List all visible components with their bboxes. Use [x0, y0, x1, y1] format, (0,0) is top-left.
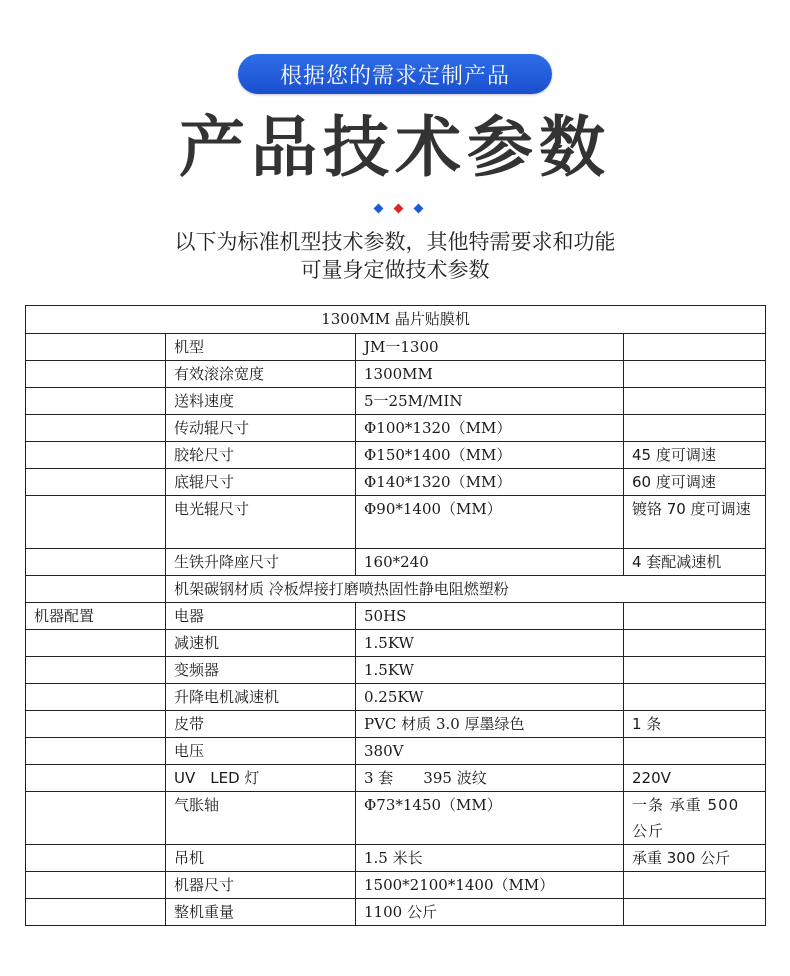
param-name: 皮带 [166, 711, 356, 738]
param-value: 380V [356, 738, 624, 765]
section-cell [26, 845, 166, 872]
param-value: PVC 材质 3.0 厚墨绿色 [356, 711, 624, 738]
table-row [26, 415, 766, 442]
param-note [624, 684, 766, 711]
table-row [26, 792, 766, 845]
param-name: 电器 [166, 603, 356, 630]
subtitle-line: 以下为标准机型技术参数，其他特需要求和功能 [174, 230, 616, 254]
table-row [26, 899, 766, 926]
param-value: 1.5KW [356, 630, 624, 657]
section-cell [26, 738, 166, 765]
section-label: 机器配置 [26, 603, 166, 630]
param-name: 胶轮尺寸 [166, 442, 356, 469]
section-cell [26, 388, 166, 415]
param-value: 5一25M/MIN [356, 388, 624, 415]
param-note [624, 630, 766, 657]
param-name: 电压 [166, 738, 356, 765]
section-cell [26, 334, 166, 361]
table-row [26, 469, 766, 496]
param-note: 220V [624, 765, 766, 792]
param-value: 1500*2100*1400（MM） [356, 872, 624, 899]
diamond-icon [394, 204, 404, 214]
param-note: 45 度可调速 [624, 442, 766, 469]
section-cell [26, 576, 166, 603]
diamond-icon [374, 204, 384, 214]
section-cell [26, 415, 166, 442]
section-cell [26, 792, 166, 845]
param-value: Φ90*1400（MM） [356, 496, 624, 549]
table-row [26, 765, 766, 792]
param-note: 承重 300 公斤 [624, 845, 766, 872]
param-name: 生铁升降座尺寸 [166, 549, 356, 576]
table-title: 1300MM 晶片贴膜机 [26, 306, 766, 334]
param-name: 传动辊尺寸 [166, 415, 356, 442]
param-note [624, 388, 766, 415]
param-value: 1.5KW [356, 657, 624, 684]
param-note [624, 899, 766, 926]
param-note: 镀铬 70 度可调速 [624, 496, 766, 549]
decorative-dots [371, 203, 425, 215]
param-name: 送料速度 [166, 388, 356, 415]
diamond-icon [414, 204, 424, 214]
table-row [26, 738, 766, 765]
table-row [26, 630, 766, 657]
param-name: 吊机 [166, 845, 356, 872]
table-row [26, 334, 766, 361]
param-name: 机型 [166, 334, 356, 361]
table-row [26, 549, 766, 576]
section-cell [26, 899, 166, 926]
param-value: 1100 公斤 [356, 899, 624, 926]
section-cell [26, 549, 166, 576]
section-cell [26, 469, 166, 496]
section-cell [26, 361, 166, 388]
table-row [26, 845, 766, 872]
section-cell [26, 765, 166, 792]
table-row [26, 576, 766, 603]
section-cell [26, 872, 166, 899]
table-row [26, 361, 766, 388]
param-name: 电光辊尺寸 [166, 496, 356, 549]
param-value: 3 套 395 波纹 [356, 765, 624, 792]
param-name: UV LED 灯 [166, 765, 356, 792]
section-cell [26, 657, 166, 684]
spec-table [25, 305, 766, 926]
param-name: 底辊尺寸 [166, 469, 356, 496]
page-title: 产品技术参数 [179, 109, 611, 186]
param-name: 机架碳钢材质 冷板焊接打磨喷热固性静电阻燃塑粉 [166, 576, 766, 603]
table-row [26, 306, 766, 334]
param-value: 160*240 [356, 549, 624, 576]
param-name: 有效滚涂宽度 [166, 361, 356, 388]
section-cell [26, 442, 166, 469]
section-cell [26, 684, 166, 711]
param-name: 气胀轴 [166, 792, 356, 845]
table-row [26, 657, 766, 684]
param-value: 0.25KW [356, 684, 624, 711]
badge-text: 根据您的需求定制产品 [279, 63, 510, 89]
table-row [26, 496, 766, 549]
section-cell [26, 496, 166, 549]
param-note [624, 603, 766, 630]
param-name: 整机重量 [166, 899, 356, 926]
param-note [624, 361, 766, 388]
param-note [624, 334, 766, 361]
param-name: 变频器 [166, 657, 356, 684]
table-row [26, 872, 766, 899]
param-value: 50HS [356, 603, 624, 630]
section-cell [26, 711, 166, 738]
table-row [26, 603, 766, 630]
badge [238, 54, 552, 94]
param-note [624, 738, 766, 765]
param-note [624, 872, 766, 899]
table-row [26, 388, 766, 415]
param-value: Φ73*1450（MM） [356, 792, 624, 845]
subtitle-line: 可量身定做技术参数 [300, 258, 490, 282]
param-value: Φ140*1320（MM） [356, 469, 624, 496]
param-note [624, 415, 766, 442]
param-note: 1 条 [624, 711, 766, 738]
table-row [26, 711, 766, 738]
param-value: Φ100*1320（MM） [356, 415, 624, 442]
param-note: 60 度可调速 [624, 469, 766, 496]
param-note: 4 套配减速机 [624, 549, 766, 576]
subtitle [0, 228, 790, 284]
param-name: 升降电机减速机 [166, 684, 356, 711]
param-value: 1.5 米长 [356, 845, 624, 872]
param-value: 1300MM [356, 361, 624, 388]
param-value: Φ150*1400（MM） [356, 442, 624, 469]
param-note [624, 657, 766, 684]
section-cell [26, 630, 166, 657]
param-value: JM一1300 [356, 334, 624, 361]
param-name: 减速机 [166, 630, 356, 657]
table-row [26, 684, 766, 711]
table-row [26, 442, 766, 469]
param-name: 机器尺寸 [166, 872, 356, 899]
param-note: 一条 承重 500 公斤 [624, 792, 766, 845]
